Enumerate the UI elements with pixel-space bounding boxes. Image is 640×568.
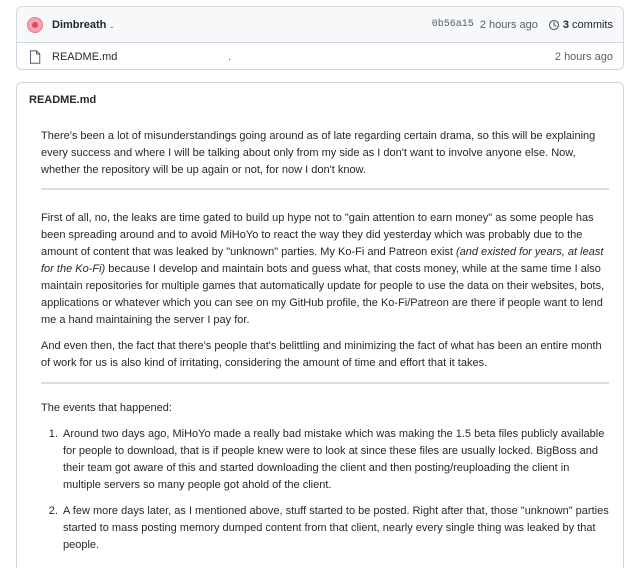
- commit-history-link[interactable]: [548, 19, 613, 31]
- readme-paragraph-2: [41, 210, 609, 329]
- repo-file-browser: [16, 6, 624, 70]
- commit-time: 2 hours ago: [479, 18, 538, 31]
- para2-emphasis: (and existed for years, at least for the Ko-Fi): [41, 246, 604, 275]
- readme-content: [17, 128, 623, 554]
- divider: [41, 188, 609, 190]
- readme-paragraph-3: And even then, the fact that there's people that's belittling and minimizing the fact of what has been an entire month of work for us is also kind of irritating, considering the amount of time and effort that it takes.: [41, 340, 602, 369]
- events-list: [61, 426, 609, 554]
- divider: [41, 382, 609, 384]
- author-avatar[interactable]: [27, 17, 43, 33]
- commit-count-label: commits: [572, 18, 613, 31]
- readme-intro-paragraph: There's been a lot of misunderstandings going around as of late regarding certain drama, so this will be explaining every success and where I will be talking about only from my side as I don't want to involve anyone else. Now, whether the repository will be up again or not, for now I don't know.: [41, 130, 596, 176]
- history-icon: [548, 19, 560, 31]
- readme-title[interactable]: README.md: [29, 94, 97, 106]
- events-heading: The events that happened:: [41, 402, 172, 414]
- list-item: 1. Around two days ago, MiHoYo made a really bad mistake which was making the 1.5 beta files publicly available for people to download, that is if people knew were to look at since these files are usually locked. BigBoss and their team got aware of this and started downloading the client and then posting/reuploading the client in multiple servers so many people got ahold of the client.: [61, 426, 609, 494]
- file-name-link[interactable]: README.md: [52, 50, 118, 63]
- file-icon: [29, 50, 41, 64]
- commit-message[interactable]: .: [110, 18, 114, 31]
- para2-text-a: First of all, no, the leaks are time gated to build up hype not to "gain attention to earn money" as some people has been spreading around and to avoid MiHoYo to react the way they did yesterday which was probably due to the amount of content that was leaked by "unknown" parties. My Ko-Fi and Patreon exist: [41, 212, 594, 258]
- file-row[interactable]: [17, 43, 623, 70]
- commit-author-link[interactable]: Dimbreath: [52, 18, 107, 31]
- para2-text-b: because I develop and maintain bots and guess what, that costs money, while at the same time I also maintain repositories for multiple games that automatically update for people to use the data on their websites, bots, applications or whatever which you can see on my GitHub profile, the Ko-Fi/Patreon are there if people want to lend me a hand maintaining the server I pay for.: [41, 263, 605, 326]
- readme-panel: [16, 82, 624, 568]
- file-commit-message[interactable]: .: [228, 50, 232, 63]
- latest-commit-bar: [17, 7, 623, 43]
- file-time: 2 hours ago: [554, 50, 613, 63]
- commit-count: 3: [562, 18, 570, 31]
- list-item: 2. A few more days later, as I mentioned above, stuff started to be posted. Right after that, those "unknown" parties started to mass posting memory dumped content from that client, nearly every single thing was leaked by that people.: [61, 503, 609, 554]
- commit-sha[interactable]: 0b56a15: [431, 19, 474, 30]
